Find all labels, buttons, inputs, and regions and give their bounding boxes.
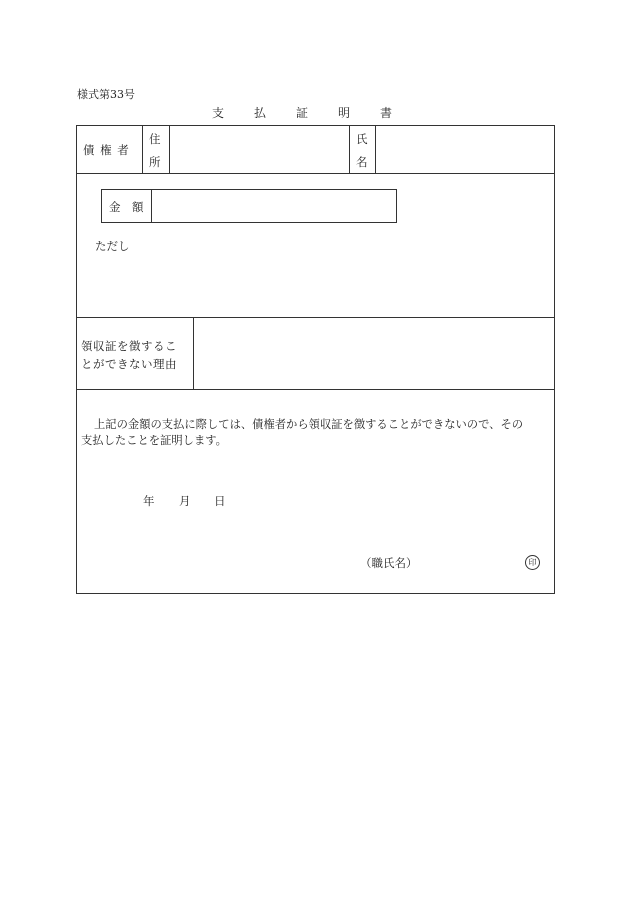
name-label-bottom: 名	[356, 155, 368, 169]
reason-label-line2: とができない理由	[81, 357, 177, 371]
statement-line2: 支払したことを証明します。	[81, 434, 227, 447]
divider	[77, 389, 554, 390]
amount-box	[101, 189, 397, 223]
name-label-top: 氏	[356, 132, 368, 146]
reason-label-line1: 領収証を徴するこ	[81, 339, 177, 353]
divider	[193, 317, 194, 389]
divider	[375, 126, 376, 173]
divider	[169, 126, 170, 173]
official-name-label: （職氏名）	[360, 556, 418, 570]
form-number: 様式第33号	[77, 88, 135, 101]
certificate-form	[76, 125, 555, 594]
address-label-top: 住	[149, 132, 161, 146]
divider	[349, 126, 350, 173]
document-title: 支払証明書	[212, 106, 423, 120]
divider	[151, 190, 152, 222]
proviso-label: ただし	[95, 239, 130, 253]
divider	[77, 317, 554, 318]
creditor-label: 債 権 者	[83, 143, 130, 157]
address-label-bottom: 所	[149, 155, 161, 169]
statement-line1: 上記の金額の支払に際しては、債権者から領収証を徴することができないので、その	[94, 418, 524, 431]
amount-label: 金 額	[109, 200, 144, 214]
divider	[142, 126, 143, 173]
divider	[77, 173, 554, 174]
date-year: 年	[143, 494, 155, 508]
seal-icon: 印	[525, 555, 540, 570]
date-day: 日	[214, 494, 226, 508]
date-month: 月	[179, 494, 191, 508]
